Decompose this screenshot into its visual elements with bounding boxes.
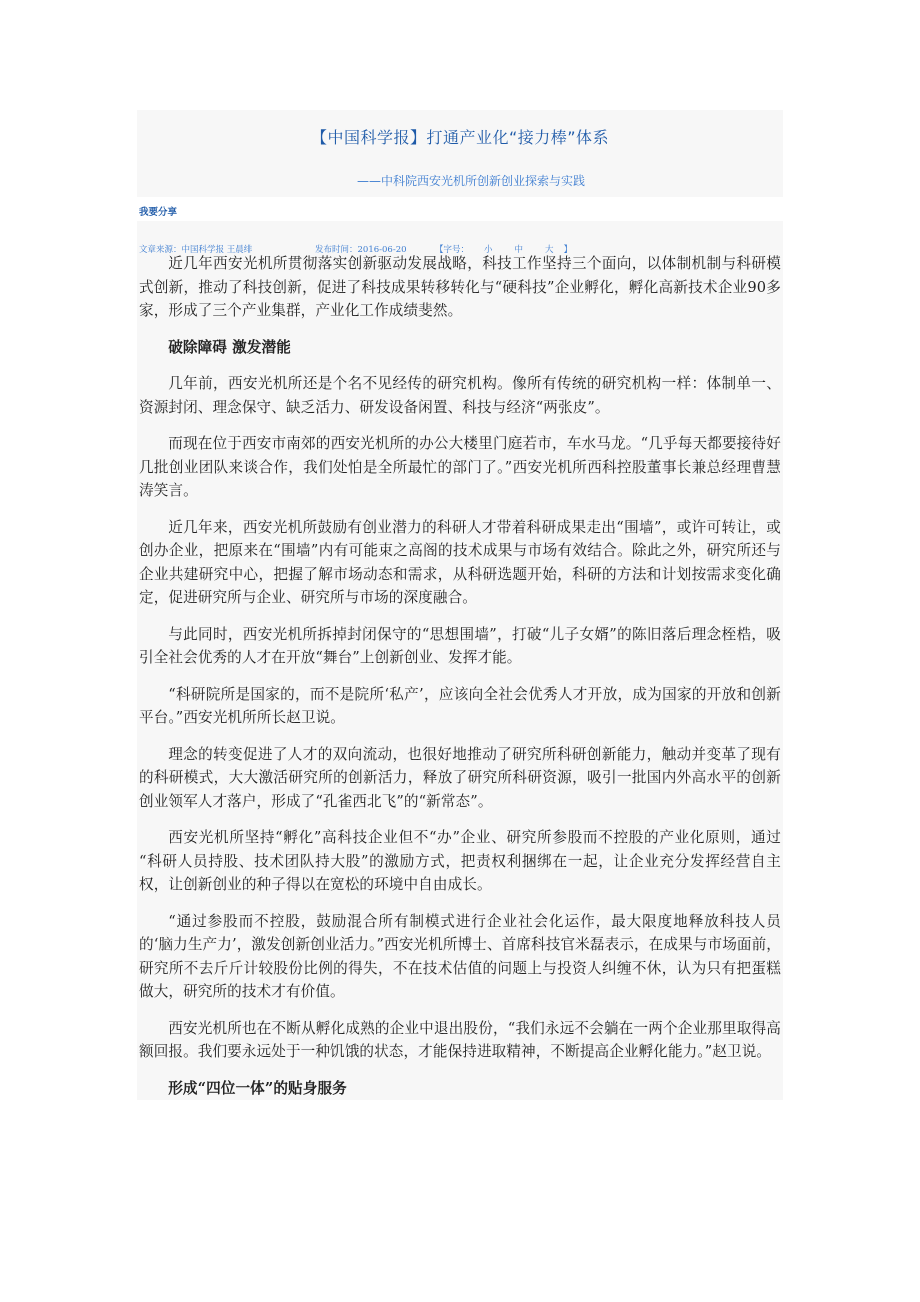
- paragraph: “通过参股而不控股，鼓励混合所有制模式进行企业社会化运作，最大限度地释放科技人员的‘脑力生产力’，激发创新创业活力。”西安光机所博士、首席科技官米磊表示，在成果与市场面前，研究所不去斤斤计较股份比例的得失，不在技术估值的问题上与投资人纠缠不休，认为只有把蛋糕做大，研究所的技术才有价值。: [139, 912, 781, 1000]
- font-size-small-link[interactable]: 小: [484, 245, 493, 255]
- font-size-large-link[interactable]: 大: [545, 245, 554, 255]
- paragraph: 几年前，西安光机所还是个名不见经传的研究机构。像所有传统的研究机构一样：体制单一、资源封闭、理念保守、缺乏活力、研发设备闲置、科技与经济“两张皮”。: [139, 375, 781, 416]
- publish-date: 发布时间：2016-06-20: [315, 245, 407, 255]
- paragraph: 近几年来，西安光机所鼓励有创业潜力的科研人才带着科研成果走出“围墙”，或许可转让，或创办企业，把原来在“围墙”内有可能束之高阁的技术成果与市场有效结合。除此之外，研究所还与企业共建研究中心，把握了解市场动态和需求，从科研选题开始，科研的方法和计划按需求变化确定，促进研究所与企业、研究所与市场的深度融合。: [139, 518, 781, 606]
- paragraph: 理念的转变促进了人才的双向流动，也很好地推动了研究所科研创新能力，触动并变革了现有的科研模式，大大激活研究所的创新活力，释放了研究所科研资源，吸引一批国内外高水平的创新创业领军人才落户，形成了“孔雀西北飞”的“新常态”。: [139, 745, 781, 810]
- article-subtitle: ——中科院西安光机所创新创业探索与实践: [356, 174, 585, 188]
- paragraph: 西安光机所也在不断从孵化成熟的企业中退出股份，“我们永远不会躺在一两个企业那里取得高额回报。我们要永远处于一种饥饿的状态，才能保持进取精神，不断提高企业孵化能力。”赵卫说。: [139, 1019, 781, 1060]
- paragraph: 而现在位于西安市南郊的西安光机所的办公大楼里门庭若市，车水马龙。“几乎每天都要接待好几批创业团队来谈合作，我们处怕是全所最忙的部门了。”西安光机所西科控股董事长兼总经理曹慧涛笑言。: [139, 435, 781, 499]
- meta-line: [139, 243, 575, 255]
- font-size-selector: [435, 243, 575, 255]
- article-page: [137, 110, 783, 1113]
- article-source: 文章来源：中国科学报 王晨绯: [139, 245, 253, 255]
- share-row: [137, 197, 783, 221]
- paragraph: 西安光机所坚持“孵化”高科技企业但不“办”企业、研究所参股而不控股的产业化原则，通过 “科研人员持股、技术团队持大股”的激励方式，把责权利捆绑在一起，让企业充分发挥经营自主权，让创新创业的种子得以在宽松的环境中自由成长。: [139, 829, 781, 893]
- paragraph: 与此同时，西安光机所拆掉封闭保守的“思想围墙”，打破“儿子女婿”的陈旧落后理念桎梏，吸引全社会优秀的人才在开放“舞台”上创新创业、发挥才能。: [139, 625, 781, 666]
- article-header: [137, 110, 783, 197]
- section-heading: 形成“四位一体”的贴身服务: [168, 1079, 347, 1097]
- paragraph: 近几年西安光机所贯彻落实创新驱动发展战略，科技工作坚持三个面向，以体制机制与科研模式创新，推动了科技创新，促进了科技成果转移转化与“硬科技”企业孵化，孵化高新技术企业90多家，形成了三个产业集群，产业化工作成绩斐然。: [139, 255, 781, 319]
- article-meta: [137, 221, 783, 255]
- share-link[interactable]: 我要分享: [139, 207, 178, 218]
- article-title: 【中国科学报】打通产业化“接力棒”体系: [310, 128, 610, 147]
- paragraph: “科研院所是国家的，而不是院所‘私产’，应该向全社会优秀人才开放，成为国家的开放和创新平台。”西安光机所所长赵卫说。: [139, 685, 781, 726]
- article-body: [137, 252, 783, 1100]
- section-heading: 破除障碍 激发潜能: [168, 338, 291, 356]
- font-size-suffix: 】: [563, 245, 573, 255]
- font-size-medium-link[interactable]: 中: [514, 245, 524, 255]
- font-size-prefix: 【字号：: [435, 245, 470, 255]
